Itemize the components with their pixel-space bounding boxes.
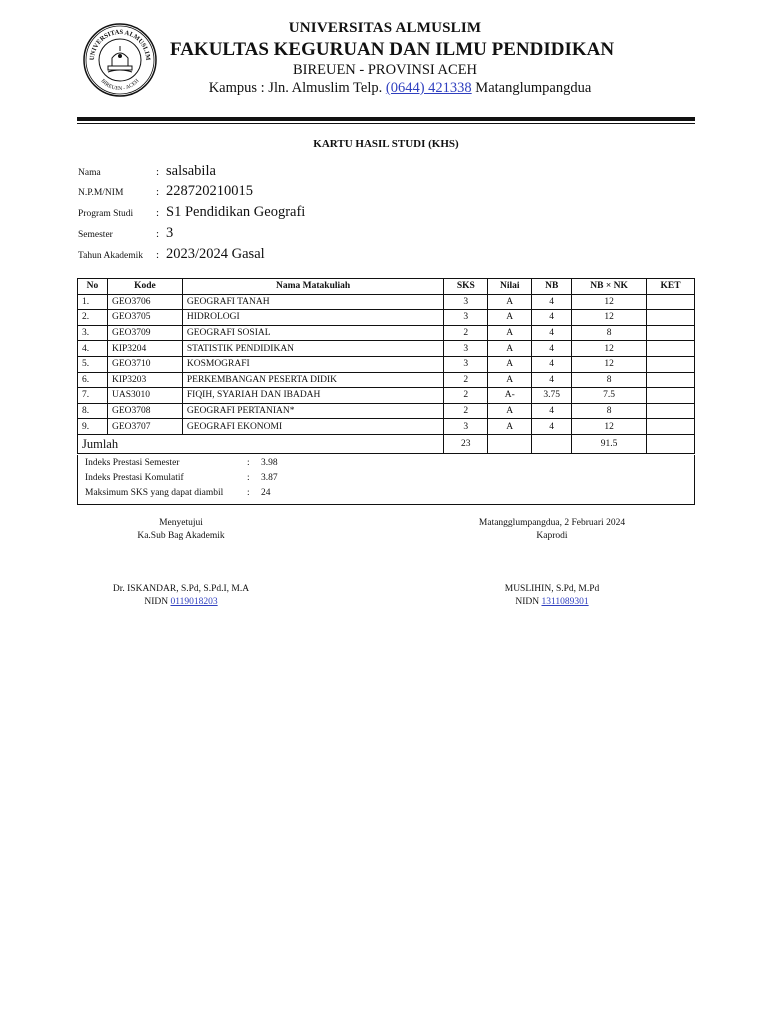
ips-label: Indeks Prestasi Semester (85, 458, 180, 468)
row-no: 5. (78, 356, 108, 372)
row-nb: 4 (532, 356, 572, 372)
year-colon: : (156, 249, 160, 261)
university-name: UNIVERSITAS ALMUSLIM (288, 20, 482, 36)
row-nilai: A (488, 294, 532, 310)
name-colon: : (156, 166, 160, 178)
row-kode: GEO3709 (107, 325, 182, 341)
row-nilai: A (488, 310, 532, 326)
row-nama: GEOGRAFI PERTANIAN* (182, 403, 443, 419)
left-sig-nidn (91, 597, 271, 607)
table-row (78, 372, 695, 388)
row-nb: 4 (532, 310, 572, 326)
nim-value: 228720210015 (166, 183, 253, 199)
row-nilai: A (488, 325, 532, 341)
table-row (78, 419, 695, 435)
row-nbnk: 8 (572, 403, 647, 419)
row-sks: 3 (444, 310, 488, 326)
phone-link[interactable]: (0644) 421338 (385, 80, 472, 96)
program-label: Program Studi (78, 209, 134, 219)
row-sks: 3 (444, 294, 488, 310)
campus-suffix: Matanglumpangdua (475, 80, 592, 96)
row-nb: 4 (532, 325, 572, 341)
row-nbnk: 7.5 (572, 388, 647, 404)
total-empty-nilai (488, 434, 532, 453)
row-nb: 4 (532, 341, 572, 357)
row-kode: GEO3705 (107, 310, 182, 326)
row-kode: KIP3203 (107, 372, 182, 388)
semester-label: Semester (78, 230, 113, 240)
row-kode: GEO3710 (107, 356, 182, 372)
left-sig-line2: Ka.Sub Bag Akademik (137, 531, 225, 541)
row-ket (647, 372, 695, 388)
semester-value: 3 (166, 225, 174, 241)
row-sks: 2 (444, 325, 488, 341)
row-no: 3. (78, 325, 108, 341)
ips-row (85, 458, 278, 468)
row-sks: 3 (444, 419, 488, 435)
max-sks-label: Maksimum SKS yang dapat diambil (85, 488, 224, 498)
table-row (78, 325, 695, 341)
university-logo (82, 22, 158, 98)
row-ket (647, 419, 695, 435)
row-nbnk: 12 (572, 294, 647, 310)
summary-box (77, 455, 695, 505)
total-empty-ket (647, 434, 695, 453)
row-sks: 2 (444, 372, 488, 388)
row-no: 6. (78, 372, 108, 388)
row-ket (647, 341, 695, 357)
name-value: salsabila (166, 163, 216, 179)
total-row (78, 434, 695, 453)
header-nbnk: NB × NK (572, 279, 647, 295)
row-kode: GEO3706 (107, 294, 182, 310)
row-no: 4. (78, 341, 108, 357)
table-row (78, 388, 695, 404)
semester-colon: : (156, 228, 160, 240)
header-sks: SKS (444, 279, 488, 295)
region-line: BIREUEN - PROVINSI ACEH (292, 62, 478, 78)
header-nilai: Nilai (488, 279, 532, 295)
nim-colon: : (156, 186, 160, 198)
right-sig-name: MUSLIHIN, S.Pd, M.Pd (504, 584, 600, 594)
ips-value: 3.98 (261, 458, 278, 468)
row-no: 7. (78, 388, 108, 404)
total-label: Jumlah (78, 434, 444, 453)
row-nilai: A- (488, 388, 532, 404)
row-nama: GEOGRAFI SOSIAL (182, 325, 443, 341)
ipk-colon: : (247, 473, 250, 483)
row-nb: 4 (532, 294, 572, 310)
row-sks: 2 (444, 403, 488, 419)
svg-text:UNIVERSITAS ALMUSLIM: UNIVERSITAS ALMUSLIM (88, 28, 152, 61)
row-nama: HIDROLOGI (182, 310, 443, 326)
faculty-name: FAKULTAS KEGURUAN DAN ILMU PENDIDIKAN (170, 39, 615, 60)
row-nbnk: 12 (572, 356, 647, 372)
table-row (78, 294, 695, 310)
left-sig-line1: Menyetujui (159, 518, 203, 528)
row-nama: GEOGRAFI TANAH (182, 294, 443, 310)
row-nama: PERKEMBANGAN PESERTA DIDIK (182, 372, 443, 388)
header-nama: Nama Matakuliah (182, 279, 443, 295)
svg-text:BIREUEN - ACEH: BIREUEN - ACEH (99, 78, 141, 93)
program-value: S1 Pendidikan Geografi (166, 204, 306, 220)
campus-address (160, 80, 640, 97)
row-kode: GEO3708 (107, 403, 182, 419)
right-nidn-link[interactable]: 1311089301 (541, 597, 589, 607)
row-nb: 4 (532, 403, 572, 419)
table-row (78, 310, 695, 326)
row-sks: 3 (444, 341, 488, 357)
header-no: No (78, 279, 108, 295)
row-ket (647, 356, 695, 372)
table-row (78, 341, 695, 357)
program-colon: : (156, 207, 160, 219)
row-ket (647, 310, 695, 326)
row-kode: KIP3204 (107, 341, 182, 357)
row-ket (647, 294, 695, 310)
table-row (78, 403, 695, 419)
row-nilai: A (488, 372, 532, 388)
ips-colon: : (247, 458, 250, 468)
header-rule-thick (77, 117, 695, 121)
document-title: KARTU HASIL STUDI (KHS) (313, 138, 459, 150)
header-kode: Kode (107, 279, 182, 295)
ipk-label: Indeks Prestasi Komulatif (85, 473, 184, 483)
right-sig-nidn (462, 597, 642, 607)
row-nama: STATISTIK PENDIDIKAN (182, 341, 443, 357)
row-nbnk: 12 (572, 419, 647, 435)
row-nb: 4 (532, 372, 572, 388)
right-nidn-label: NIDN (515, 597, 540, 607)
name-label: Nama (78, 168, 101, 178)
max-sks-row (85, 488, 271, 498)
row-nbnk: 12 (572, 310, 647, 326)
row-no: 1. (78, 294, 108, 310)
row-ket (647, 388, 695, 404)
row-nbnk: 12 (572, 341, 647, 357)
row-sks: 2 (444, 388, 488, 404)
table-header-row (78, 279, 695, 295)
right-sig-line2: Kaprodi (536, 531, 568, 541)
row-ket (647, 403, 695, 419)
header-ket: KET (647, 279, 695, 295)
header-rule-thin (77, 123, 695, 124)
ipk-value: 3.87 (261, 473, 278, 483)
row-kode: GEO3707 (107, 419, 182, 435)
row-nilai: A (488, 341, 532, 357)
row-nilai: A (488, 356, 532, 372)
header-nb: NB (532, 279, 572, 295)
row-nama: KOSMOGRAFI (182, 356, 443, 372)
row-nama: GEOGRAFI EKONOMI (182, 419, 443, 435)
nim-label: N.P.M/NIM (78, 188, 124, 198)
row-nama: FIQIH, SYARIAH DAN IBADAH (182, 388, 443, 404)
row-no: 9. (78, 419, 108, 435)
max-sks-colon: : (247, 488, 250, 498)
row-nb: 3.75 (532, 388, 572, 404)
row-sks: 3 (444, 356, 488, 372)
grades-table (77, 278, 695, 454)
table-row (78, 356, 695, 372)
campus-prefix: Kampus : Jln. Almuslim Telp. (208, 80, 383, 96)
row-nilai: A (488, 403, 532, 419)
year-value: 2023/2024 Gasal (166, 246, 265, 262)
year-label: Tahun Akademik (78, 251, 144, 261)
row-no: 8. (78, 403, 108, 419)
row-kode: UAS3010 (107, 388, 182, 404)
row-ket (647, 325, 695, 341)
left-sig-name: Dr. ISKANDAR, S.Pd, S.Pd.I, M.A (112, 584, 250, 594)
row-nbnk: 8 (572, 372, 647, 388)
total-empty-nb (532, 434, 572, 453)
right-sig-line1: Matangglumpangdua, 2 Februari 2024 (478, 518, 626, 528)
max-sks-value: 24 (261, 488, 271, 498)
total-sks: 23 (444, 434, 488, 453)
total-nbnk: 91.5 (572, 434, 647, 453)
row-nilai: A (488, 419, 532, 435)
left-nidn-label: NIDN (144, 597, 169, 607)
row-nb: 4 (532, 419, 572, 435)
ipk-row (85, 473, 278, 483)
row-no: 2. (78, 310, 108, 326)
row-nbnk: 8 (572, 325, 647, 341)
left-nidn-link[interactable]: 0119018203 (170, 597, 218, 607)
